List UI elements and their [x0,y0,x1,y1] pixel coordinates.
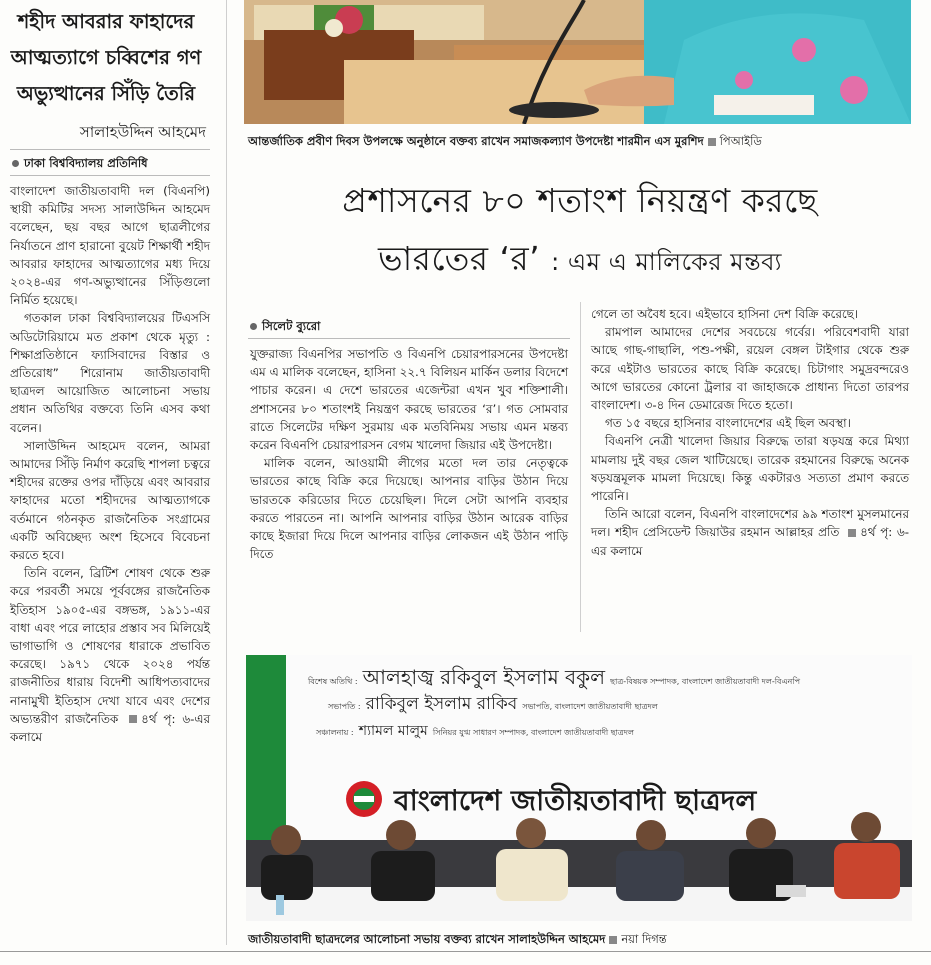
photo-source: পিআইডি [719,134,762,148]
square-icon [708,138,716,146]
headline-line: শহীদ আবরার ফাহাদের [17,10,195,33]
paragraph: বিএনপি নেত্রী খালেদা জিয়ার বিরুদ্ধে তারা ষড়যন্ত্র করে মিথ্যা মামলায় দুই বছর জেল খাটিয়েছে। তারেক রহমানের বিরুদ্ধে অনেক ষড়যন্ত্রমূলক মামলা দিয়েছে। কিন্তু একটারও সত্যতা প্রমাণ করতে পারেনি। [591,434,909,504]
paragraph: গত ১৫ বছরে হাসিনার বাংলাদেশের এই ছিল অবস্থা। [605,416,851,431]
banner-title: বাংলাদেশ জাতীয়তাবাদী ছাত্রদল [394,784,757,817]
jump-link[interactable]: ৪র্থ পৃ: ৬-এর কলামে [10,711,211,745]
column-divider [226,0,227,945]
paragraph: গেলে তা অবৈধ হবে। এইভাবে হাসিনা দেশ বিক্রি করেছে। [591,307,859,321]
top-photo [244,0,911,124]
column-divider [580,302,581,632]
photo-source: নয়া দিগন্ত [621,932,667,946]
bullet-icon [250,323,257,330]
headline-line: আত্মত্যাগে চব্বিশের গণ [10,46,202,69]
square-icon [609,936,617,944]
divider [248,338,570,339]
author-name: সালাহউদ্দিন আহমেদ [79,123,206,141]
paragraph: গতকাল ঢাকা বিশ্ববিদ্যালয়ের টিএসসি অডিটোরিয়ামে মত প্রকাশ থেকে মৃত্যু : শিক্ষাপ্রতিষ্ঠানে ফ্যাসিবাদের বিস্তার ও প্রতিরোধ” শিরোনাম জাতীয়তাবাদী ছাত্রদল আয়োজিত আলোচনা সভায় প্রধান অতিথির বক্তব্যে তিনি এসব কথা বলেন। [10,311,210,435]
jump-link[interactable]: ৪র্থ পৃ: ৬-এর কলামে [591,525,910,558]
main-article-col-2 [591,305,909,560]
page-bottom-rule [0,951,931,952]
divider [10,149,210,150]
banner-row: সঞ্চালনায় : শ্যামল মালুম সিনিয়র যুগ্ম সাধারণ সম্পাদক, বাংলাদেশ জাতীয়তাবাদী ছাত্রদল [316,723,634,739]
paragraph: মালিক বলেন, আওয়ামী লীগের মতো দল তার নেতৃত্বকে ভারতের কাছে বিক্রি করে দিয়েছে। আপনার বাড়ির উঠান দিয়ে ভারতকে করিডোর দিতে চেয়েছিল। দিলে সেটা আপনি ব্যবহার করতে পারতেন না। আপনি আপনার বাড়ির উঠান আরেক বাড়ির কাছে ইজারা দিয়ে দিলে আপনার বাড়ির লোকজন এই উঠান পাড়ি দিতে [250,456,568,562]
headline-line: অভ্যুত্থানের সিঁড়ি তৈরি [16,82,196,105]
divider [10,175,210,176]
banner-row: বিশেষ অতিথি : আলহাজ্ব রকিবুল ইসলাম বকুল ছাত্র-বিষয়ক সম্পাদক, বাংলাদেশ জাতীয়তাবাদী দল-বিএনপি [308,665,801,689]
top-photo-caption: আন্তর্জাতিক প্রবীণ দিবস উপলক্ষে অনুষ্ঠানে বক্তব্য রাখেন সমাজকল্যাণ উপদেষ্টা শারমীন এস মুরশিদ পিআইডি [248,134,762,148]
byline: ঢাকা বিশ্ববিদ্যালয় প্রতিনিধি [12,155,212,174]
bullet-icon [12,160,19,167]
left-headline [6,4,206,112]
main-article-col-1 [250,345,568,563]
banner-row: সভাপতি : রাকিবুল ইসলাম রাকিব সভাপতি, বাংলাদেশ জাতীয়তাবাদী ছাত্রদল [328,694,658,714]
byline: সিলেট ব্যুরো [250,318,320,337]
paragraph: সালাউদ্দিন আহমেদ বলেন, আমরা আমাদের সিঁড়ি নির্মাণ করেছি শাপলা চত্বরে শহীদের রক্তের ওপর দাঁড়িয়ে এবং আবরার ফাহাদের মতো শহীদদের আত্মত্যাগকে বর্তমানে গঠনকৃত রাজনৈতিক সংগ্রামের একটি অবিচ্ছেদ্য অংশ হিসেবে বিবেচনা করতে হবে। [10,438,210,563]
square-icon [129,715,137,723]
headline-line-1: প্রশাসনের ৮০ শতাংশ নিয়ন্ত্রণ করছে [342,181,818,220]
speaker-photo [244,0,911,124]
paragraph: বাংলাদেশ জাতীয়তাবাদী দল (বিএনপি) স্থায়ী কমিটির সদস্য সালাউদ্দিন আহমেদ বলেছেন, ছয় বছর আগে ছাত্রলীগের নির্যাতনে প্রাণ হারানো বুয়েট শিক্ষার্থী শহীদ আবরার ফাহাদের আত্মত্যাগের মধ্য দিয়ে ২০২৪-এর গণ-অভ্যুত্থানের সিঁড়িগুলো নির্মিত হয়েছে। [10,184,210,308]
bottom-photo [246,655,912,921]
paragraph: তিনি বলেন, ব্রিটিশ শোষণ থেকে শুরু করে পরবর্তী সময়ে পূর্ববঙ্গের রাজনৈতিক ইতিহাস ১৯০৫-এর বঙ্গভঙ্গ, ১৯১১-এর বাধা এবং পরে লাহোর প্রস্তাব সব মিলিয়েই ভাগাভাগি ও শোষণের ধারাকে প্রভাবিত করেছে। ১৯৭১ থেকে ২০২৪ পর্যন্ত রাজনীতির ধারায় বিদেশী আধিপত্যবাদের নানামুখী ইতিহাস দেখা যাবে এবং দেশের অভ্যন্তরীণ রাজনৈতিক ৪র্থ পৃ: ৬-এর কলামে [10,566,211,745]
paragraph: রামপাল আমাদের দেশের সবচেয়ে গর্বের। পরিবেশবাদী যারা আছে গাছ-গাছালি, পশু-পক্ষী, রয়েল বেঙ্গল টাইগার থেকে শুরু করে এইটাও ভারতের কাছে বিক্রি করেছে। চিটাগাং সমুদ্রবন্দরেও আগে ভারতের কোনো ট্রলার বা জাহাজকে প্রাধান্য দিতো তারপর বাংলাদেশ। ৩-৪ দিন ডেমারেজ দিতে হতো। [591,325,909,413]
bottom-photo-caption: জাতীয়তাবাদী ছাত্রদলের আলোচনা সভায় বক্তব্য রাখেন সালাহউদ্দিন আহমেদ নয়া দিগন্ত [248,932,667,946]
left-article-body [10,182,210,746]
square-icon [848,529,856,537]
main-headline [240,172,920,291]
headline-line-2: ভারতের ‘র’ : এম এ মালিকের মন্তব্য [378,239,782,278]
paragraph: যুক্তরাজ্য বিএনপির সভাপতি ও বিএনপি চেয়ারপারসনের উপদেষ্টা এম এ মালিক বলেছেন, হাসিনা ২২.৭ বিলিয়ন মার্কিন ডলার বিদেশে পাচার করেন। এ দেশে ভারতের এজেন্টরা এখন খুব শক্তিশালী। প্রশাসনের ৮০ শতাংশই নিয়ন্ত্রণ করছে ভারতের ‘র’। গত সোমবার রাতে সিলেটের দক্ষিণ সুরমায় এক মতবিনিময় সভায় এমন মন্তব্য করেন বিএনপি চেয়ারপারসন বেগম খালেদা জিয়ার এই উপদেষ্টা। [250,347,568,453]
paragraph: তিনি আরো বলেন, বিএনপি বাংলাদেশের ৯৯ শতাংশ মুসলমানের দল। শহীদ প্রেসিডেন্ট জিয়াউর রহমান আল্লাহর প্রতি ৪র্থ পৃ: ৬-এর কলামে [591,507,910,558]
